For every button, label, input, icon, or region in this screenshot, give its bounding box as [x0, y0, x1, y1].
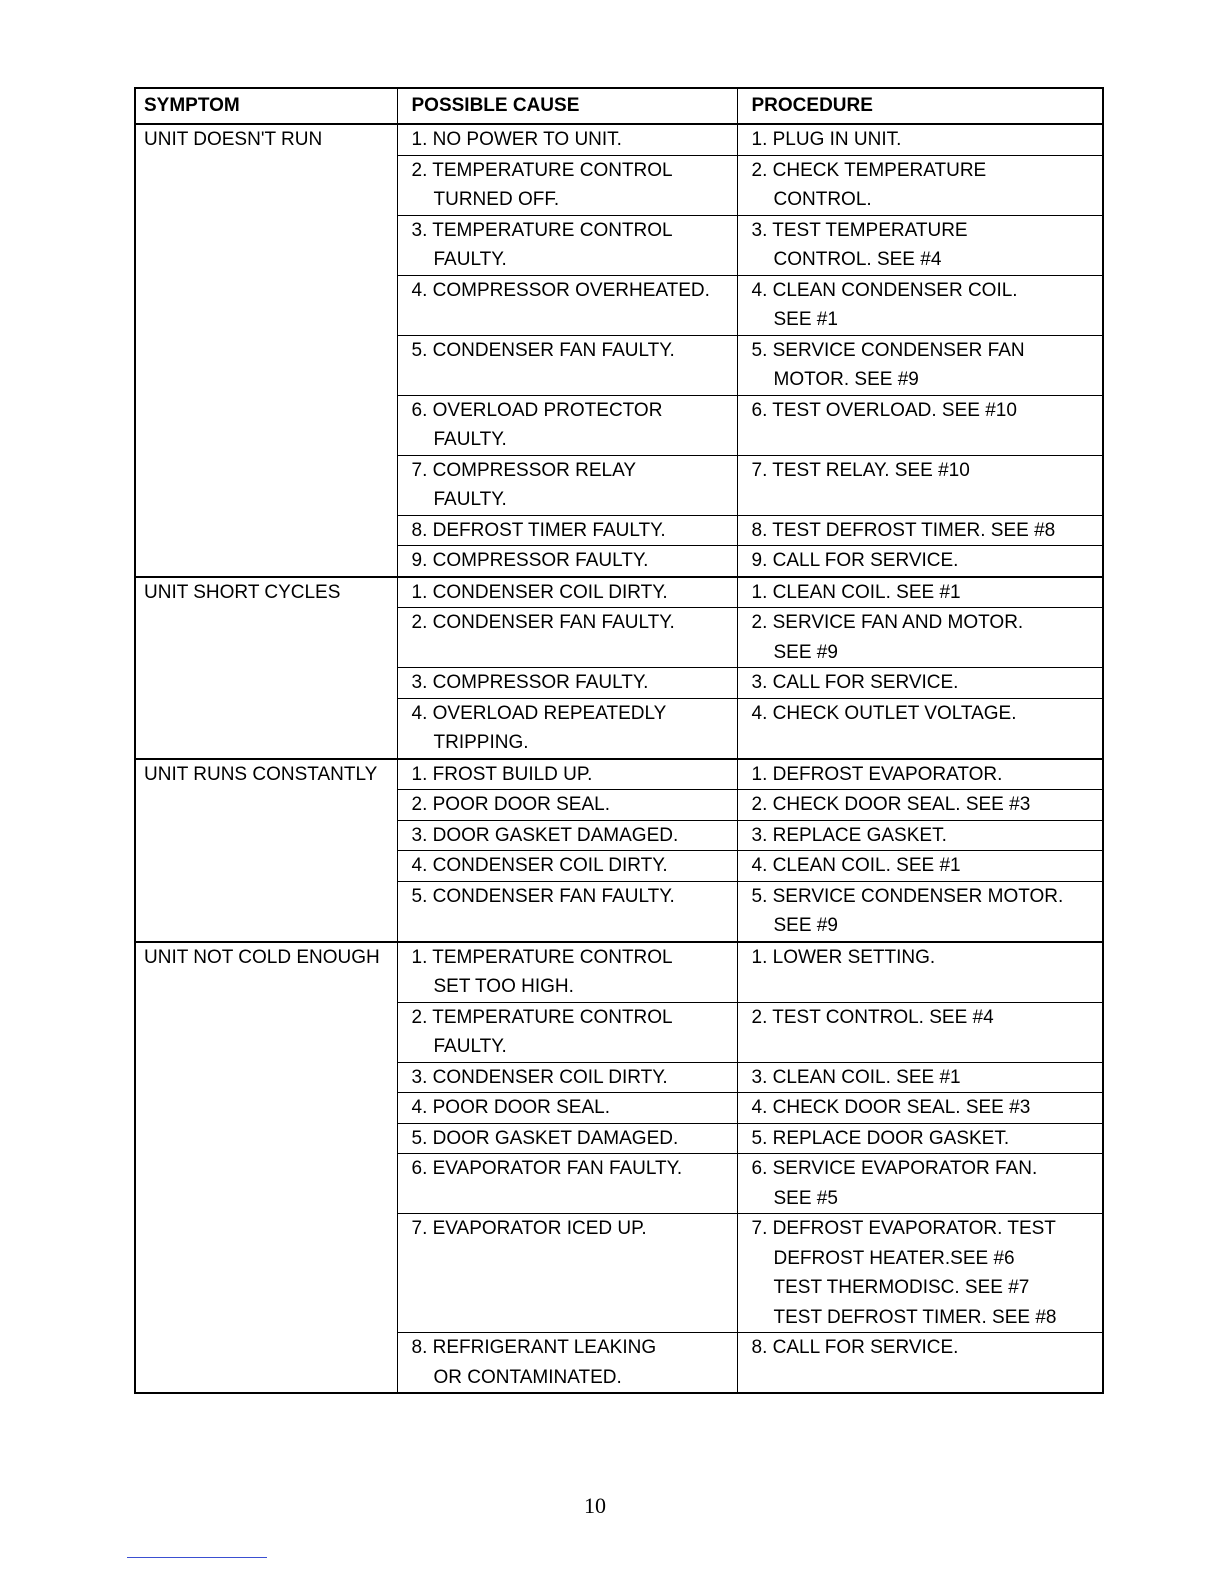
cause-cell: [397, 546, 737, 577]
page-number: 10: [584, 1493, 606, 1518]
procedure-cell: [737, 1002, 1103, 1062]
proc-line: 1. PLUG IN UNIT.: [751, 129, 902, 150]
proc-line: 9. CALL FOR SERVICE.: [751, 550, 959, 571]
cause-cell: [397, 1333, 737, 1394]
table-row: [135, 759, 1103, 790]
proc-line: 8. TEST DEFROST TIMER. SEE #8: [751, 519, 1056, 541]
proc-line: 1. CLEAN COIL. SEE #1: [751, 581, 961, 603]
cause-cell: [397, 275, 737, 335]
table-header-row: [135, 88, 1103, 124]
procedure-cell: [737, 1062, 1103, 1093]
cause-cell: [397, 851, 737, 882]
table-row: [135, 942, 1103, 1003]
proc-line: 3. CALL FOR SERVICE.: [751, 672, 959, 693]
proc-line: 3. CLEAN COIL. SEE #1: [751, 1066, 961, 1088]
cause-cell: [397, 698, 737, 759]
proc-line: 5. SERVICE CONDENSER MOTOR.: [751, 885, 1064, 907]
proc-line: 2. CHECK TEMPERATURE: [751, 159, 987, 181]
cause-cell: [397, 608, 737, 668]
cause-line: 2. TEMPERATURE CONTROL: [411, 1006, 673, 1028]
proc-line: 8. CALL FOR SERVICE.: [751, 1337, 959, 1358]
cause-line: 5. CONDENSER FAN FAULTY.: [411, 885, 675, 907]
procedure-cell: [737, 395, 1103, 455]
troubleshooting-table: [134, 87, 1104, 1394]
procedure-cell: [737, 668, 1103, 699]
cause-line: 4. CONDENSER COIL DIRTY.: [411, 855, 668, 876]
cause-line: 4. POOR DOOR SEAL.: [411, 1097, 610, 1118]
procedure-cell: [737, 820, 1103, 851]
proc-line: 2. CHECK DOOR SEAL. SEE #3: [751, 794, 1031, 815]
symptom-cell: UNIT NOT COLD ENOUGH: [135, 942, 397, 1394]
procedure-cell: [737, 124, 1103, 155]
procedure-cell: [737, 215, 1103, 275]
proc-line: SEE #9: [773, 915, 838, 936]
procedure-cell: [737, 1154, 1103, 1214]
procedure-cell: [737, 546, 1103, 577]
cause-line: 5. DOOR GASKET DAMAGED.: [411, 1127, 679, 1149]
cause-line: TURNED OFF.: [433, 189, 560, 210]
proc-line: 5. REPLACE DOOR GASKET.: [751, 1127, 1010, 1149]
procedure-cell: [737, 577, 1103, 608]
cause-line: 2. CONDENSER FAN FAULTY.: [411, 612, 675, 633]
cause-line: FAULTY.: [433, 1036, 507, 1057]
cause-line: 1. TEMPERATURE CONTROL: [411, 946, 673, 968]
cause-line: 1. NO POWER TO UNIT.: [411, 129, 622, 150]
procedure-cell: [737, 1093, 1103, 1124]
cause-line: 1. CONDENSER COIL DIRTY.: [411, 581, 668, 603]
procedure-cell: [737, 790, 1103, 821]
cause-line: 3. CONDENSER COIL DIRTY.: [411, 1066, 668, 1088]
symptom-cell: UNIT DOESN'T RUN: [135, 124, 397, 577]
procedure-cell: [737, 698, 1103, 759]
cause-line: 1. FROST BUILD UP.: [411, 763, 593, 785]
cause-line: 2. POOR DOOR SEAL.: [411, 794, 610, 815]
proc-line: TEST THERMODISC. SEE #7: [773, 1277, 1030, 1298]
cause-cell: [397, 820, 737, 851]
cause-line: 6. EVAPORATOR FAN FAULTY.: [411, 1158, 683, 1179]
cause-line: 6. OVERLOAD PROTECTOR: [411, 399, 663, 421]
procedure-cell: [737, 155, 1103, 215]
table-row: [135, 577, 1103, 608]
cause-cell: [397, 668, 737, 699]
symptom-cell: UNIT RUNS CONSTANTLY: [135, 759, 397, 942]
cause-cell: [397, 881, 737, 942]
cause-line: OR CONTAMINATED.: [433, 1366, 622, 1388]
cause-cell: [397, 1123, 737, 1154]
procedure-cell: [737, 942, 1103, 1003]
cause-line: 8. DEFROST TIMER FAULTY.: [411, 519, 666, 541]
cause-cell: [397, 1062, 737, 1093]
cause-cell: [397, 759, 737, 790]
proc-line: DEFROST HEATER.SEE #6: [773, 1247, 1015, 1269]
proc-line: 2. TEST CONTROL. SEE #4: [751, 1006, 994, 1028]
procedure-cell: [737, 1333, 1103, 1394]
proc-line: 4. CLEAN CONDENSER COIL.: [751, 279, 1018, 301]
proc-line: 4. CHECK OUTLET VOLTAGE.: [751, 702, 1017, 724]
procedure-cell: [737, 335, 1103, 395]
proc-line: 6. SERVICE EVAPORATOR FAN.: [751, 1158, 1038, 1179]
procedure-cell: [737, 759, 1103, 790]
footer-link-underline: [127, 1557, 267, 1558]
procedure-cell: [737, 881, 1103, 942]
proc-line: 2. SERVICE FAN AND MOTOR.: [751, 612, 1024, 633]
proc-line: 5. SERVICE CONDENSER FAN: [751, 339, 1025, 361]
cause-line: 9. COMPRESSOR FAULTY.: [411, 550, 649, 571]
cause-cell: [397, 335, 737, 395]
cause-line: 5. CONDENSER FAN FAULTY.: [411, 339, 675, 361]
cause-line: TRIPPING.: [433, 732, 529, 753]
cause-cell: [397, 1002, 737, 1062]
cause-cell: [397, 1154, 737, 1214]
cause-line: FAULTY.: [433, 489, 507, 510]
table-body: [135, 124, 1103, 1393]
cause-line: 2. TEMPERATURE CONTROL: [411, 159, 673, 181]
cause-cell: [397, 790, 737, 821]
proc-line: 6. TEST OVERLOAD. SEE #10: [751, 399, 1017, 421]
procedure-cell: [737, 455, 1103, 515]
cause-cell: [397, 124, 737, 155]
cause-cell: [397, 395, 737, 455]
cause-cell: [397, 1214, 737, 1333]
cause-line: 4. OVERLOAD REPEATEDLY: [411, 702, 667, 724]
procedure-cell: [737, 275, 1103, 335]
header-procedure: PROCEDURE: [737, 88, 1103, 124]
cause-cell: [397, 515, 737, 546]
procedure-cell: [737, 608, 1103, 668]
cause-cell: [397, 215, 737, 275]
symptom-cell: UNIT SHORT CYCLES: [135, 577, 397, 759]
cause-line: 7. COMPRESSOR RELAY: [411, 459, 637, 481]
proc-line: SEE #1: [773, 309, 838, 330]
cause-line: 3. COMPRESSOR FAULTY.: [411, 672, 649, 693]
procedure-cell: [737, 851, 1103, 882]
header-possible-cause: POSSIBLE CAUSE: [397, 88, 737, 124]
proc-line: MOTOR. SEE #9: [773, 369, 919, 390]
proc-line: 1. DEFROST EVAPORATOR.: [751, 763, 1003, 785]
cause-cell: [397, 455, 737, 515]
cause-cell: [397, 942, 737, 1003]
proc-line: 4. CHECK DOOR SEAL. SEE #3: [751, 1097, 1031, 1118]
proc-line: CONTROL.: [773, 189, 872, 210]
cause-line: 8. REFRIGERANT LEAKING: [411, 1337, 657, 1358]
cause-line: 7. EVAPORATOR ICED UP.: [411, 1218, 647, 1239]
procedure-cell: [737, 1214, 1103, 1333]
cause-line: 3. TEMPERATURE CONTROL: [411, 219, 673, 241]
proc-line: TEST DEFROST TIMER. SEE #8: [773, 1306, 1057, 1328]
cause-cell: [397, 155, 737, 215]
proc-line: 7. TEST RELAY. SEE #10: [751, 459, 970, 481]
table-row: [135, 124, 1103, 155]
proc-line: 4. CLEAN COIL. SEE #1: [751, 855, 961, 876]
proc-line: SEE #5: [773, 1187, 838, 1209]
proc-line: 3. TEST TEMPERATURE: [751, 219, 968, 241]
cause-line: FAULTY.: [433, 429, 507, 450]
cause-line: 3. DOOR GASKET DAMAGED.: [411, 824, 679, 846]
proc-line: 7. DEFROST EVAPORATOR. TEST: [751, 1218, 1056, 1239]
cause-line: 4. COMPRESSOR OVERHEATED.: [411, 279, 710, 301]
proc-line: CONTROL. SEE #4: [773, 249, 942, 270]
cause-line: SET TOO HIGH.: [433, 976, 574, 997]
proc-line: 1. LOWER SETTING.: [751, 946, 936, 968]
procedure-cell: [737, 1123, 1103, 1154]
cause-line: FAULTY.: [433, 249, 507, 270]
cause-cell: [397, 577, 737, 608]
header-symptom: SYMPTOM: [135, 88, 397, 124]
procedure-cell: [737, 515, 1103, 546]
cause-cell: [397, 1093, 737, 1124]
proc-line: SEE #9: [773, 641, 838, 663]
proc-line: 3. REPLACE GASKET.: [751, 824, 947, 846]
